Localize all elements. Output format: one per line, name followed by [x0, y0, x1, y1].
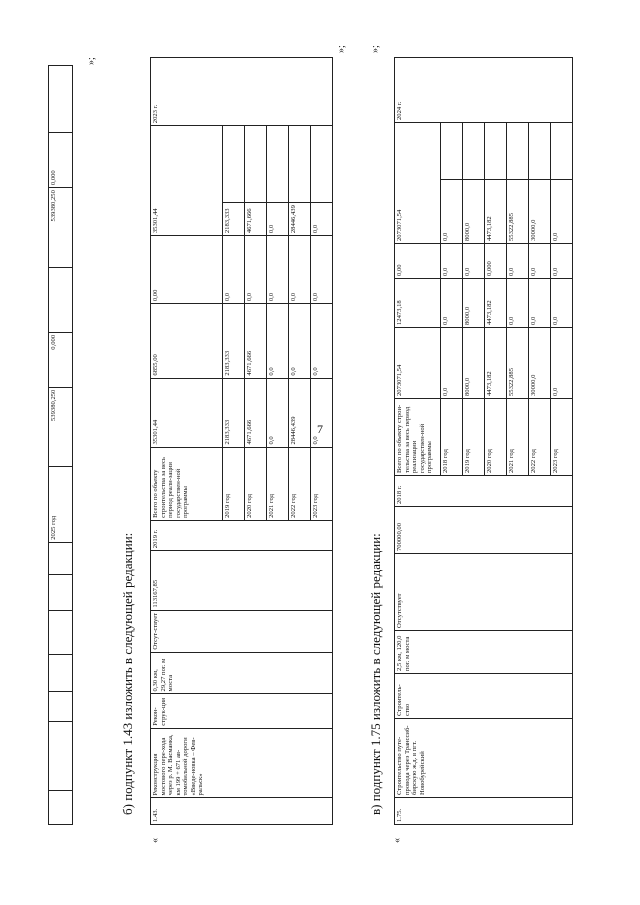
year-value: 4671,666	[245, 304, 267, 378]
total-value: 2073071,54	[395, 123, 441, 244]
year-value: 0,0	[311, 236, 333, 304]
project-doc: Отсутствует	[395, 554, 573, 631]
page-number: 7	[317, 422, 323, 436]
year-label: 2023 год	[551, 399, 573, 476]
year-label: 2019 год	[223, 447, 245, 520]
total-label: Всего по объекту строи-тельства за весь период реализации государствен-ной программы	[395, 399, 441, 476]
close-quote: »;	[370, 45, 381, 53]
year-value: 2183,333	[223, 203, 245, 236]
section-b-table	[150, 57, 333, 825]
year-value: 4473,182	[485, 328, 507, 399]
year-value: 0,0	[441, 244, 463, 279]
year-value: 0,0	[551, 279, 573, 328]
open-quote: «	[392, 838, 403, 843]
year-value: 0,0	[311, 203, 333, 236]
open-quote: «	[150, 838, 161, 843]
year-value: 0,0	[267, 304, 289, 378]
project-doc: Отсут-ствует	[151, 610, 333, 652]
total-value: 0,00	[151, 236, 223, 304]
year-value: 0,0	[441, 328, 463, 399]
top-value: 539380,250	[49, 387, 73, 467]
year-value: 0,0	[551, 180, 573, 244]
work-type: Рекон-струк-ция	[151, 694, 333, 728]
year-label: 2021 год	[267, 447, 289, 520]
year-value: 2183,333	[223, 378, 245, 447]
year-label: 2018 год	[441, 399, 463, 476]
year-label: 2022 год	[529, 399, 551, 476]
total-label: Всего по объекту строительства за весь период реали-зации государствен-ной программы	[151, 447, 223, 520]
year-value: 0,0	[267, 236, 289, 304]
year-value: 0,0	[289, 236, 311, 304]
end-year: 2024 г.	[395, 58, 573, 123]
year-value: 0,0	[289, 304, 311, 378]
year-value: 0,0	[311, 378, 333, 447]
year-value: 30000,0	[529, 180, 551, 244]
year-value: 8000,0	[463, 180, 485, 244]
year-value: 0,0	[529, 244, 551, 279]
year-value: 0,0	[223, 236, 245, 304]
year-value: 0,0	[441, 279, 463, 328]
top-value: 0,000	[49, 133, 73, 188]
top-year-label: 2025 год	[49, 467, 73, 542]
year-value: 28446,439	[289, 378, 311, 447]
year-label: 2021 год	[507, 399, 529, 476]
year-value: 4473,182	[485, 279, 507, 328]
year-value: 4671,666	[245, 378, 267, 447]
year-value: 0,0	[551, 244, 573, 279]
year-value: 4473,182	[485, 180, 507, 244]
object-name: Строительство путе-провода через Транссиб-бирскую ж.д. в пгт. Новобурейский	[395, 719, 573, 798]
section-v-table	[394, 57, 573, 825]
year-label: 2022 год	[289, 447, 311, 520]
year-value: 8000,0	[463, 328, 485, 399]
close-quote: »;	[336, 45, 347, 53]
year-value: 55322,885	[507, 180, 529, 244]
top-value: 0,000	[49, 332, 73, 387]
year-value: 30000,0	[529, 328, 551, 399]
year-label: 2020 год	[245, 447, 267, 520]
top-fragment-table	[48, 65, 73, 825]
total-value: 0,00	[395, 244, 441, 279]
rotated-content	[40, 35, 600, 865]
year-value: 55322,885	[507, 328, 529, 399]
year-label: 2019 год	[463, 399, 485, 476]
year-value: 28446,439	[289, 203, 311, 236]
section-v-heading: в) подпункт 1.75 изложить в следующей редакции:	[368, 533, 383, 815]
year-value: 0,0	[267, 203, 289, 236]
total-value: 35301,44	[151, 126, 223, 236]
capacity: 2,5 км, 120,0 пог. м моста	[395, 631, 573, 674]
year-label: 2020 год	[485, 399, 507, 476]
estimated-cost: 113167,85	[151, 551, 333, 610]
year-value: 0,0	[507, 244, 529, 279]
work-type: Строитель-ство	[395, 674, 573, 719]
year-value: 2183,333	[223, 304, 245, 378]
year-value: 0,0	[267, 378, 289, 447]
start-year: 2018 г.	[395, 476, 573, 507]
row-number: 1.43.	[151, 798, 333, 825]
estimated-cost: 700000,00	[395, 507, 573, 554]
year-value: 4671,666	[245, 203, 267, 236]
row-number: 1.75.	[395, 798, 573, 825]
year-label: 2023 год	[311, 447, 333, 520]
total-value: 35301,44	[151, 378, 223, 447]
total-value: 6855,00	[151, 304, 223, 378]
start-year: 2019 г.	[151, 520, 333, 550]
year-value: 0,0	[529, 279, 551, 328]
object-name: Реконструкция мостового пере-хода через р. М. Васманка, км 199 + 671 ав-томобильной дороги «Введе-новка – Фев-ральск»	[151, 728, 333, 798]
capacity: 0,30 км, 29,27 пог. м моста	[151, 652, 333, 694]
top-value: 539380,250	[49, 188, 73, 268]
year-value: 0,000	[485, 244, 507, 279]
year-value: 0,0	[441, 180, 463, 244]
section-b-heading: б) подпункт 1.43 изложить в следующей редакции:	[120, 532, 135, 815]
year-value: 8000,0	[463, 279, 485, 328]
end-year: 2023 г.	[151, 58, 333, 126]
close-quote: »;	[86, 57, 97, 65]
total-value: 2073071,54	[395, 328, 441, 399]
total-value: 12473,18	[395, 279, 441, 328]
year-value: 0,0	[507, 279, 529, 328]
year-value: 0,0	[463, 244, 485, 279]
year-value: 0,0	[311, 304, 333, 378]
year-value: 0,0	[551, 328, 573, 399]
year-value: 0,0	[245, 236, 267, 304]
